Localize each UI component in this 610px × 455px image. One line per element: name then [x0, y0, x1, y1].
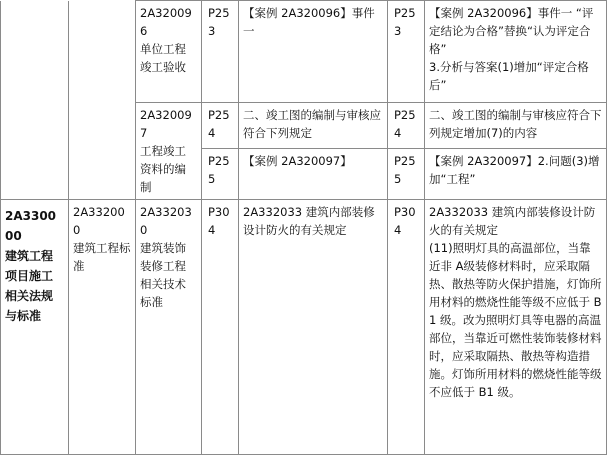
old-page: P255 [202, 149, 239, 200]
new-content: 二、竣工图的编制与审核应符合下列规定增加(7)的内容 [425, 103, 607, 149]
section-code: 2A330000 [5, 209, 57, 243]
new-page: P253 [388, 1, 425, 103]
old-page: P253 [202, 1, 239, 103]
item-code: 2A320097 [140, 108, 192, 140]
new-page: P304 [388, 200, 425, 455]
table-row [1, 1, 607, 103]
item-title: 单位工程竣工验收 [140, 42, 186, 74]
item-title: 工程竣工资料的编制 [140, 144, 186, 194]
subsection-cell-empty [69, 1, 136, 200]
new-content [425, 200, 607, 455]
old-content: 【案例 2A320096】事件一 [239, 1, 388, 103]
item-cell [136, 1, 202, 103]
subsection-cell [69, 200, 136, 455]
item-code: 2A320096 [140, 6, 192, 38]
item-cell [136, 200, 202, 455]
section-cell-empty [1, 1, 69, 200]
section-cell [1, 200, 69, 455]
new-content-line: 3.分析与答案(1)增加“评定合格后” [429, 60, 589, 92]
item-code: 2A332030 [140, 205, 192, 237]
new-page: P255 [388, 149, 425, 200]
table-row [1, 200, 607, 455]
item-cell [136, 103, 202, 200]
new-content-line: 2A332033 建筑内部装修设计防火的有关规定 [429, 205, 596, 237]
new-content: 【案例 2A320097】2.问题(3)增加“工程” [425, 149, 607, 200]
subsection-code: 2A332000 [73, 205, 125, 237]
old-page: P304 [202, 200, 239, 455]
new-content [425, 1, 607, 103]
old-page: P254 [202, 103, 239, 149]
section-title: 建筑工程项目施工相关法规与标准 [5, 249, 54, 323]
old-content: 二、竣工图的编制与审核应符合下列规定 [239, 103, 388, 149]
new-content-line: 【案例 2A320096】事件一 “评定结论为合格”替换“认为评定合格” [429, 6, 594, 56]
old-content: 2A332033 建筑内部装修设计防火的有关规定 [239, 200, 388, 455]
item-title: 建筑装饰装修工程相关技术标准 [140, 241, 186, 309]
old-content: 【案例 2A320097】 [239, 149, 388, 200]
new-page: P254 [388, 103, 425, 149]
subsection-title: 建筑工程标准 [73, 241, 131, 273]
new-content-line: (11)照明灯具的高温部位，当靠近非 A级装修材料时，应采取隔热、散热等防火保护措施，灯饰所用材料的燃烧性能等级不应低于 B1 级。改为照明灯具等电器的高温部位，当靠近可燃性装饰装修材料时，应采取隔热、散热等构造措施。灯饰所用材料的燃烧性能等级不应低于 B1 级。 [429, 241, 602, 399]
